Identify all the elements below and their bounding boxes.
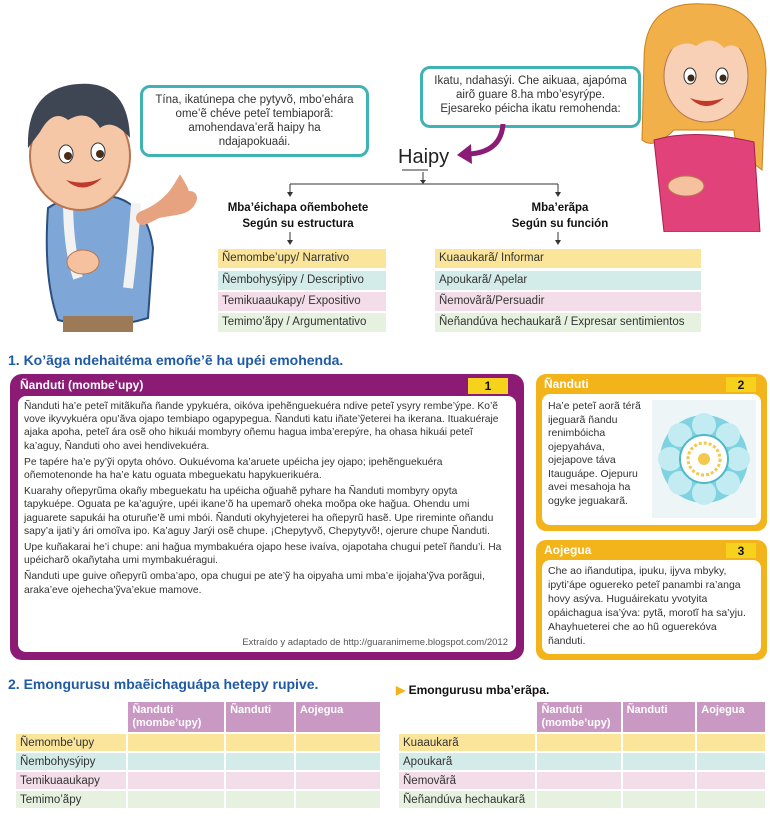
answer-cell[interactable] [296,753,380,770]
structure-item: Temimo’ãpy / Argumentativo [218,313,386,332]
text-card-1-number: 1 [468,378,508,394]
text-card-3 [536,540,767,660]
answer-cell[interactable] [296,791,380,808]
section-3-title [396,683,549,697]
answer-cell[interactable] [697,753,765,770]
text-card-1-header: Ñanduti (mombe’upy) [20,378,144,392]
answer-cell[interactable] [697,791,765,808]
column-header: Ñanduti (mombe’upy) [128,702,224,732]
section-2-title: 2. Emongurusu mbaẽichaguápa hetepy rupive. [8,676,319,692]
column-header: Ñanduti [623,702,696,732]
paragraph: Ñanduti ha’e peteĩ mitãkuña ñande ypykuéra, oikóva ipehẽnguekuéra ndive peteĩ ysyry rembe’ýpe. Ko’ẽ vove ikyvykuéra opu’ãva ojapo tembiapo ogapypegua. Ñanduti katu iñate’ỹeterei ha ikerana. Ituakuéraje ajaka apoha, peteĩ ára osẽ oho hikuái mombyry oñemu hagua imba’erepýre, ha ohasa hikuái peteĩ ka’aguy, Ñanduti oho avei hendivekuéra. [24,401,499,452]
structure-title [218,200,378,232]
answer-cell[interactable] [128,772,224,789]
text-card-2-header: Ñanduti [544,377,589,391]
root-title: Haipy [398,146,450,168]
paragraph: Ñanduti upe guive oñepyrũ omba’apo, opa chugui pe ate’ỹ ha oipyaha umi mba’e ijojaha’ỹva porãgui, araka’eve ojehecha’ỹva’ekue mamove. [24,571,485,596]
structure-item: Temikuaaukapy/ Expositivo [218,292,386,311]
paragraph: Kuarahy oñepyrũma okañy mbeguekatu ha upéicha oğuahẽ pyhare ha Ñanduti mombyry opyta tapykuépe. Oguata pe ka’aguýre, upéi ikane’õ ha upemarõ oheka moõpa oke hağua. Ohendu umi jaguarete sapukái ha oturuñe’ẽ umi mbói. Ñanduti okyhyjeterei ha oñepyrũ hasẽ. Upe rireminte oñandu sapy’a ijati’y ári omoĩva ipo. Ka’aguy Jarýi osẽ chupe. ¡Chepytyvõ, Chepytyvõ!, ojerure chupe Ñanduti. [24,486,494,537]
structure-item: Ñembohysýipy / Descriptivo [218,271,386,290]
function-subtitle: Según su función [511,218,609,230]
source-citation: Extraído y adaptado de http://guaranimeme.blogspot.com/2012 [242,637,508,648]
text-card-1 [10,374,524,660]
speech-bubble-girl [420,66,641,128]
row-label: Ñembohysýipy [16,753,126,770]
function-item: Kuaaukarã/ Informar [435,249,701,268]
empty-header-cell [399,702,535,732]
row-label: Temimo’ãpy [16,791,126,808]
row-label: Ñeñandúva hechaukarã [399,791,535,808]
function-item: Ñeñandúva hechaukarã / Expresar sentimientos [435,313,701,332]
answer-cell[interactable] [623,791,696,808]
text-card-2-number: 2 [726,377,756,392]
text-card-3-number: 3 [726,543,756,558]
curved-arrow-icon [455,122,515,170]
speech-bubble-boy-text: Tína, ikatúnepa che pytyvõ, mbo’ehára ome’ẽ chéve peteĩ tembiaporã: amohendava’erã haipy ha ndajapokuaái. [155,94,354,148]
function-table [397,700,767,810]
column-header: Aojegua [296,702,380,732]
paragraph: Upe kuñakarai he’i chupe: ani hağua mymbakuéra ojapo hese ivaíva, ojapotaha chugui peteĩ ñandu’i. Ha upéicharõ okañytaha umi mymbakuéragui. [24,542,502,567]
answer-cell[interactable] [128,753,224,770]
text-card-3-header: Aojegua [544,543,592,557]
answer-cell[interactable] [296,772,380,789]
answer-cell[interactable] [128,791,224,808]
row-label: Temikuaaukapy [16,772,126,789]
answer-cell[interactable] [623,734,696,751]
answer-cell[interactable] [537,734,620,751]
answer-cell[interactable] [537,772,620,789]
answer-cell[interactable] [537,791,620,808]
function-title-text: Mba’erãpa [531,202,589,214]
answer-cell[interactable] [697,734,765,751]
row-label: Kuaaukarã [399,734,535,751]
nanduti-lace-image [652,400,756,518]
answer-cell[interactable] [226,772,294,789]
structure-table [14,700,382,810]
row-label: Ñemombe’upy [16,734,126,751]
column-header: Ñanduti [226,702,294,732]
bullet-arrow-icon: ▶ [396,683,406,697]
empty-header-cell [16,702,126,732]
section-3-title-text: Emongurusu mba’erãpa. [408,683,550,697]
speech-bubble-boy [140,85,369,157]
answer-cell[interactable] [226,753,294,770]
function-title [495,200,625,232]
column-header: Aojegua [697,702,765,732]
text-card-2-text: Ha’e peteĩ aorã térã ijeguarã ñandu renimbóicha ojepyaháva, ojejapove táva Itauguápe. Ojepuru avei mesahoja ha ogyke jeguakarã. [548,400,641,507]
structure-item: Ñemombe’upy/ Narrativo [218,249,386,268]
answer-cell[interactable] [128,734,224,751]
text-card-2-body [542,394,761,525]
function-item: Ñemovãrã/Persuadir [435,292,701,311]
text-card-3-body [542,560,761,654]
answer-cell[interactable] [296,734,380,751]
row-label: Ñemovãrã [399,772,535,789]
answer-cell[interactable] [226,791,294,808]
answer-cell[interactable] [697,772,765,789]
answer-cell[interactable] [623,753,696,770]
speech-bubble-girl-text: Ikatu, ndahasýi. Che aikuaa, ajapóma airõ guare 8.ha mbo’esyrýpe. Ejesareko péicha ikatu remohenda: [434,75,627,115]
text-card-3-text: Che ao iñandutipa, ipuku, ijyva mbyky, ipyti’ápe oguereko peteĩ panambi ra’anga hovy asýva. Huguáirekatu yvotyita opáichagua isa’ýva: pytã, morotĩ ha sa’yju. Ahayhueterei che ao hũ oguerekóva ñanduti. [548,565,746,647]
text-card-2 [536,374,767,531]
structure-title-text: Mba’éichapa oñembohete [227,202,369,214]
structure-subtitle: Según su estructura [242,218,354,230]
girl-illustration [634,0,770,232]
column-header: Ñanduti (mombe’upy) [537,702,620,732]
row-label: Apoukarã [399,753,535,770]
function-item: Apoukarã/ Apelar [435,271,701,290]
answer-cell[interactable] [537,753,620,770]
section-1-title: 1. Ko’ãga ndehaitéma emoñe’ẽ ha upéi emohenda. [8,352,344,368]
answer-cell[interactable] [623,772,696,789]
text-card-1-body [18,396,516,652]
paragraph: Pe tapére ha’e py’ỹi opyta ohóvo. Oukuévoma ka’aruete upéicha jey ojapo; ipehẽnguekuéra oñemotenonde ha ha’e katu oguata mbeguekatu hapykuerikuéra. [24,456,443,482]
answer-cell[interactable] [226,734,294,751]
